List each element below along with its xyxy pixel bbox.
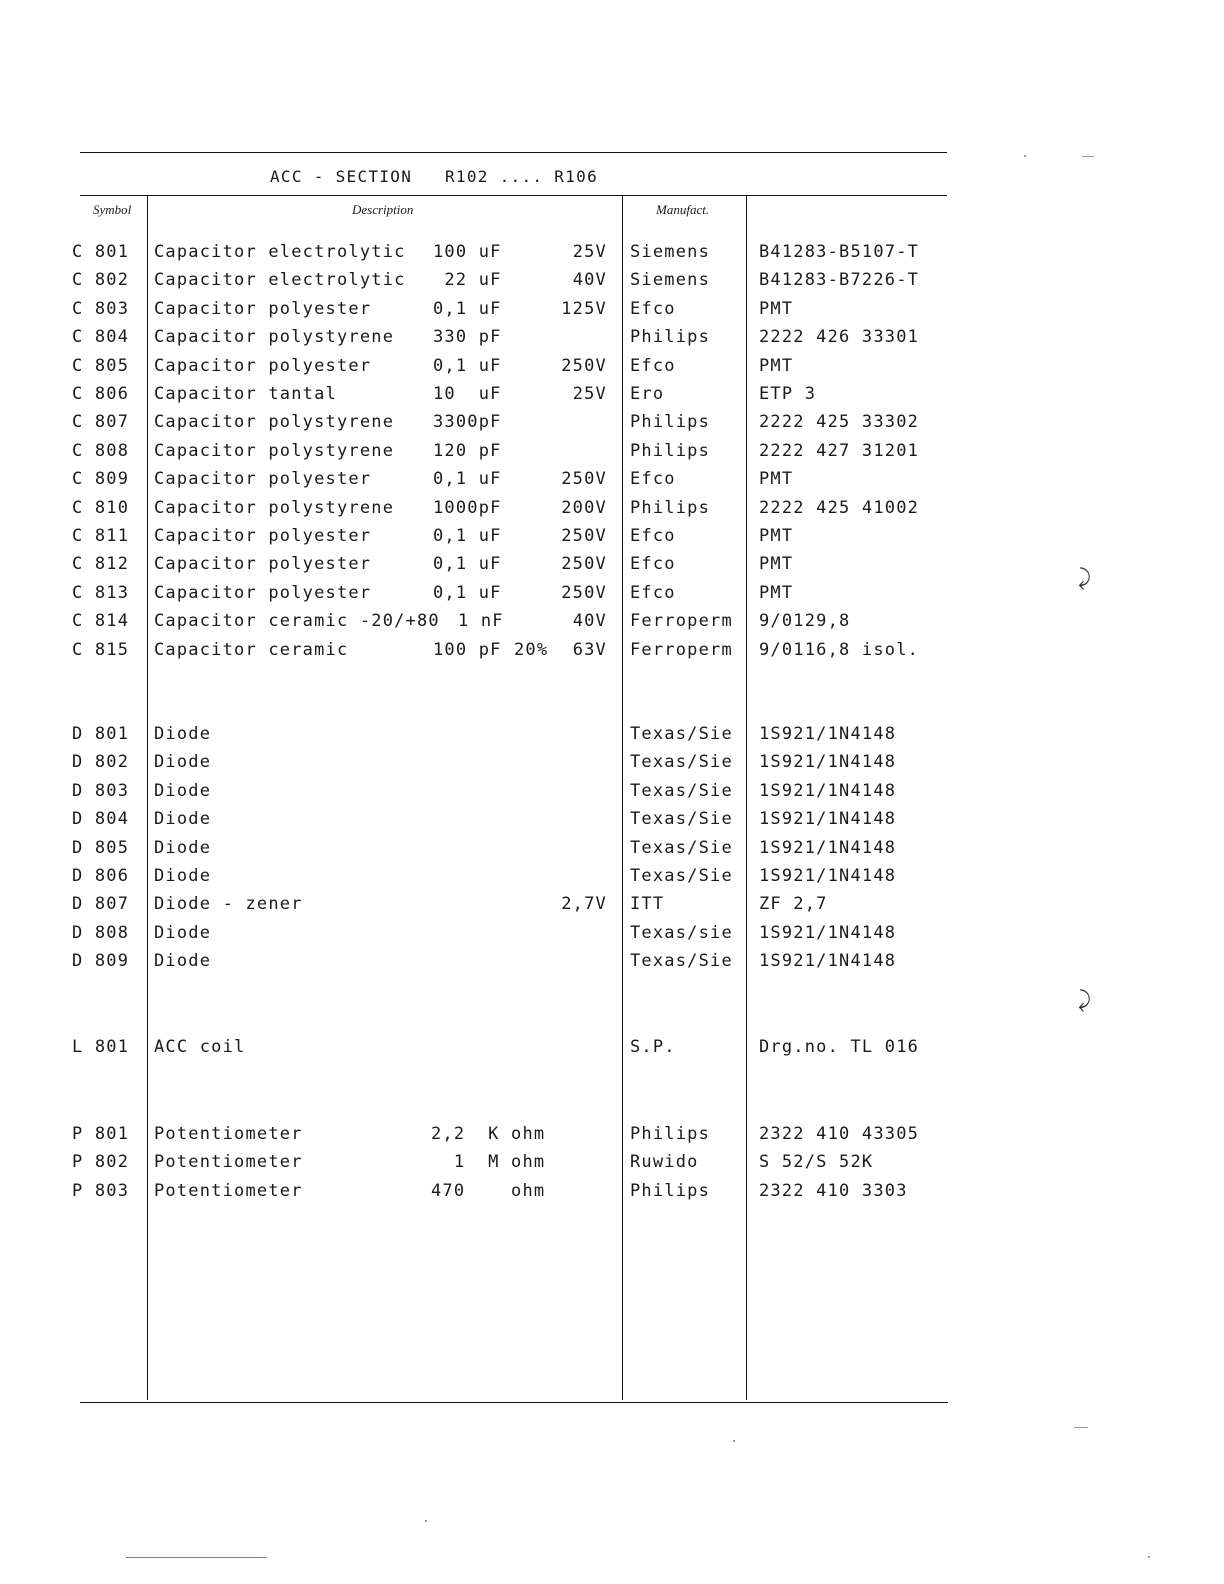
value-cell: 100 uF — [433, 242, 502, 262]
part-number-cell: S 52/S 52K — [759, 1152, 874, 1173]
part-number-cell: PMT — [759, 355, 794, 376]
manufacturer-cell: Siemens — [630, 270, 711, 291]
part-number-cell: ETP 3 — [759, 384, 817, 404]
manufacturer-cell: Philips — [630, 412, 711, 433]
value-cell: 0,1 uF — [433, 469, 502, 490]
symbol-cell: C 804 — [72, 327, 130, 348]
value-cell: 330 pF — [433, 327, 502, 348]
symbol-cell: D 808 — [72, 922, 130, 943]
manufacturer-cell: Ferroperm — [630, 611, 733, 632]
symbol-cell: D 809 — [72, 951, 130, 972]
part-number-cell: PMT — [759, 554, 794, 575]
scan-mark-1: ⤸ — [1078, 566, 1092, 591]
symbol-cell: C 806 — [72, 384, 130, 404]
description-cell: Capacitor tantal — [154, 384, 337, 404]
manufacturer-cell: Philips — [630, 1180, 711, 1201]
manufacturer-cell: Philips — [630, 440, 711, 461]
manufacturer-cell: Ruwido — [630, 1152, 699, 1173]
description-cell: Capacitor polystyrene — [154, 497, 395, 518]
part-number-cell: 2222 426 33301 — [759, 327, 920, 348]
part-number-cell: PMT — [759, 526, 794, 546]
scan-speck — [425, 1520, 427, 1522]
scan-mark-2: ⤸ — [1078, 988, 1092, 1013]
value-cell: 0,1 uF — [433, 355, 502, 376]
scan-speck — [1082, 156, 1094, 157]
symbol-cell: D 803 — [72, 780, 130, 801]
manufacturer-cell: Efco — [630, 355, 676, 376]
part-number-cell: Drg.no. TL 016 — [759, 1037, 920, 1057]
symbol-cell: D 806 — [72, 866, 130, 886]
part-number-cell: B41283-B7226-T — [759, 270, 920, 291]
rating-cell: 250V — [561, 526, 607, 546]
symbol-cell: C 813 — [72, 582, 130, 603]
description-cell: Capacitor polyester — [154, 355, 372, 376]
manufacturer-cell: Texas/Sie — [630, 780, 733, 801]
table-top-rule — [80, 152, 947, 153]
value-cell: 3300pF — [433, 412, 502, 433]
rating-cell: 125V — [561, 298, 607, 319]
description-cell: Capacitor electrolytic — [154, 242, 406, 262]
description-cell: Diode — [154, 809, 212, 830]
rating-cell: 250V — [561, 469, 607, 490]
part-number-cell: 2322 410 3303 — [759, 1180, 908, 1201]
part-number-cell: 1S921/1N4148 — [759, 837, 897, 858]
symbol-cell: C 801 — [72, 242, 130, 262]
value-cell: 0,1 uF — [433, 554, 502, 575]
symbol-cell: C 810 — [72, 497, 130, 518]
header-manufact: Manufact. — [656, 202, 710, 217]
part-number-cell: PMT — [759, 298, 794, 319]
symbol-cell: L 801 — [72, 1037, 130, 1057]
description-cell: Capacitor ceramic -20/+80 — [154, 611, 440, 632]
description-cell: Capacitor polystyrene — [154, 412, 395, 433]
rating-cell: 40V — [572, 611, 607, 632]
part-number-cell: 2222 425 41002 — [759, 497, 920, 518]
value-cell: 0,1 uF — [433, 526, 502, 546]
col-divider-description — [622, 196, 623, 1400]
section-title — [270, 167, 598, 186]
symbol-cell: D 802 — [72, 752, 130, 773]
symbol-cell: C 808 — [72, 440, 130, 461]
symbol-cell: D 807 — [72, 894, 130, 915]
value-cell: 1 M ohm — [431, 1152, 546, 1173]
manufacturer-cell: Philips — [630, 327, 711, 348]
scan-blue-line — [126, 1557, 267, 1558]
manufacturer-cell: Texas/Sie — [630, 809, 733, 830]
rating-cell: 250V — [561, 554, 607, 575]
manufacturer-cell: Philips — [630, 1124, 711, 1144]
value-cell: 0,1 uF — [433, 298, 502, 319]
value-cell: 10 uF — [433, 384, 502, 404]
value-cell: 100 pF — [433, 639, 502, 660]
manufacturer-cell: Efco — [630, 582, 676, 603]
part-number-cell: B41283-B5107-T — [759, 242, 920, 262]
value-cell: 1 nF — [458, 611, 504, 632]
symbol-cell: D 804 — [72, 809, 130, 830]
scan-speck — [1024, 155, 1026, 157]
rating-cell: 2,7V — [561, 894, 607, 915]
part-number-cell: 1S921/1N4148 — [759, 809, 897, 830]
section-range: R102 .... R106 — [444, 167, 599, 186]
symbol-cell: C 803 — [72, 298, 130, 319]
manufacturer-cell: Efco — [630, 298, 676, 319]
col-divider-symbol — [147, 196, 148, 1400]
description-cell: Capacitor polyester — [154, 469, 372, 490]
manufacturer-cell: Texas/Sie — [630, 866, 733, 886]
scan-speck — [1148, 1556, 1150, 1558]
rating-cell: 63V — [572, 639, 607, 660]
description-cell: Capacitor polyester — [154, 298, 372, 319]
description-cell: Capacitor polystyrene — [154, 440, 395, 461]
rating-cell: 25V — [572, 384, 607, 404]
part-number-cell: PMT — [759, 469, 794, 490]
symbol-cell: C 811 — [72, 526, 130, 546]
description-cell: Capacitor polyester — [154, 582, 372, 603]
header-rule — [80, 195, 947, 196]
section-name: ACC - SECTION — [270, 167, 413, 186]
manufacturer-cell: Ferroperm — [630, 639, 733, 660]
col-divider-manufact — [746, 196, 747, 1400]
rating-cell: 40V — [572, 270, 607, 291]
part-number-cell: 1S921/1N4148 — [759, 724, 897, 744]
manufacturer-cell: ITT — [630, 894, 665, 915]
scan-speck — [733, 1440, 735, 1442]
manufacturer-cell: Efco — [630, 554, 676, 575]
symbol-cell: C 812 — [72, 554, 130, 575]
manufacturer-cell: Texas/Sie — [630, 837, 733, 858]
scan-speck — [1074, 1427, 1088, 1428]
part-number-cell: 9/0116,8 isol. — [759, 639, 920, 660]
description-cell: Capacitor polyester — [154, 526, 372, 546]
manufacturer-cell: Efco — [630, 526, 676, 546]
description-cell: Capacitor electrolytic — [154, 270, 406, 291]
description-cell: Diode — [154, 837, 212, 858]
symbol-cell: C 805 — [72, 355, 130, 376]
part-number-cell: 1S921/1N4148 — [759, 752, 897, 773]
description-cell: Diode — [154, 724, 212, 744]
description-cell: Capacitor polystyrene — [154, 327, 395, 348]
part-number-cell: 1S921/1N4148 — [759, 951, 897, 972]
description-cell: Potentiometer — [154, 1152, 303, 1173]
symbol-cell: C 809 — [72, 469, 130, 490]
description-cell: Diode — [154, 780, 212, 801]
part-number-cell: 1S921/1N4148 — [759, 780, 897, 801]
manufacturer-cell: Texas/Sie — [630, 724, 733, 744]
description-cell: Capacitor ceramic — [154, 639, 349, 660]
part-number-cell: 9/0129,8 — [759, 611, 851, 632]
manufacturer-cell: Philips — [630, 497, 711, 518]
rating-cell: 250V — [561, 355, 607, 376]
manufacturer-cell: Texas/sie — [630, 922, 733, 943]
description-cell: Potentiometer — [154, 1180, 303, 1201]
symbol-cell: P 803 — [72, 1180, 130, 1201]
description-cell: Diode - zener — [154, 894, 303, 915]
header-description: Description — [352, 202, 414, 217]
symbol-cell: P 801 — [72, 1124, 130, 1144]
part-number-cell: PMT — [759, 582, 794, 603]
symbol-cell: D 805 — [72, 837, 130, 858]
description-cell: Potentiometer — [154, 1124, 303, 1144]
rating-cell: 250V — [561, 582, 607, 603]
value-cell: 470 ohm — [431, 1180, 546, 1201]
description-cell: Diode — [154, 866, 212, 886]
value-cell: 120 pF — [433, 440, 502, 461]
value-cell: 2,2 K ohm — [431, 1124, 546, 1144]
value-cell: 0,1 uF — [433, 582, 502, 603]
part-number-cell: 2222 427 31201 — [759, 440, 920, 461]
symbol-cell: P 802 — [72, 1152, 130, 1173]
table-bottom-rule — [80, 1402, 948, 1403]
tolerance-cell: 20% — [514, 639, 549, 660]
manufacturer-cell: Ero — [630, 384, 665, 404]
part-number-cell: ZF 2,7 — [759, 894, 828, 915]
description-cell: Diode — [154, 951, 212, 972]
symbol-cell: C 807 — [72, 412, 130, 433]
symbol-cell: C 815 — [72, 639, 130, 660]
description-cell: Capacitor polyester — [154, 554, 372, 575]
rating-cell: 25V — [572, 242, 607, 262]
value-cell: 22 uF — [433, 270, 502, 291]
part-number-cell: 1S921/1N4148 — [759, 922, 897, 943]
rating-cell: 200V — [561, 497, 607, 518]
part-number-cell: 2322 410 43305 — [759, 1124, 920, 1144]
description-cell: ACC coil — [154, 1037, 246, 1057]
description-cell: Diode — [154, 922, 212, 943]
header-symbol: Symbol — [93, 202, 132, 217]
manufacturer-cell: Siemens — [630, 242, 711, 262]
manufacturer-cell: Texas/Sie — [630, 752, 733, 773]
symbol-cell: C 814 — [72, 611, 130, 632]
symbol-cell: D 801 — [72, 724, 130, 744]
part-number-cell: 2222 425 33302 — [759, 412, 920, 433]
manufacturer-cell: S.P. — [630, 1037, 676, 1057]
description-cell: Diode — [154, 752, 212, 773]
value-cell: 1000pF — [433, 497, 502, 518]
part-number-cell: 1S921/1N4148 — [759, 866, 897, 886]
manufacturer-cell: Efco — [630, 469, 676, 490]
manufacturer-cell: Texas/Sie — [630, 951, 733, 972]
symbol-cell: C 802 — [72, 270, 130, 291]
